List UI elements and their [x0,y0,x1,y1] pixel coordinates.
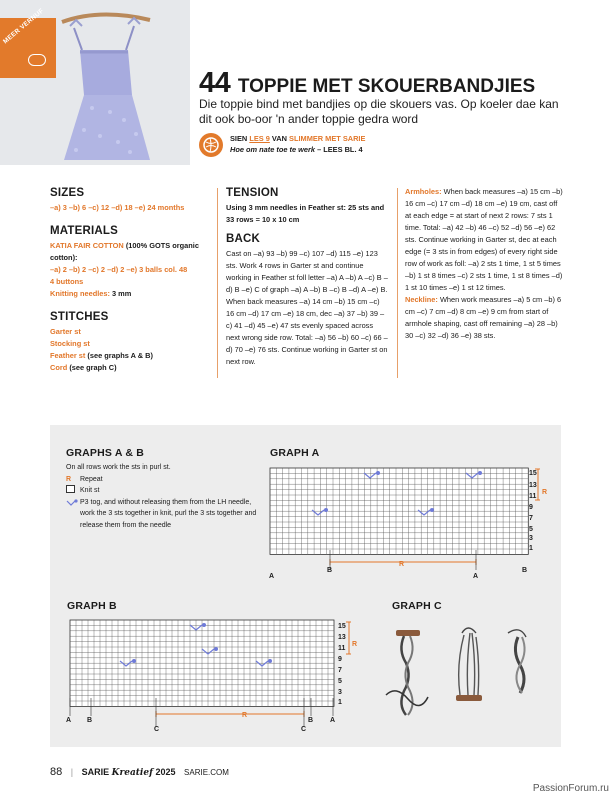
page-title [199,67,535,100]
row-number: 1 [338,699,342,706]
tension-text: Using 3 mm needles in Feather st: 25 sts and 33 rows = 10 x 10 cm [226,203,385,224]
row-number: 9 [338,656,342,663]
row-number: 5 [338,678,342,685]
see-mid: VAN [271,134,287,143]
page-footer: 88 | SARIE Kreatief 2025 SARIE.COM [50,766,229,778]
badge-label: MEER VERNUF [2,7,46,46]
edge-label: A [66,717,72,724]
legend-item-p3tog: P3 tog, and without releasing them from the LH needle, work the 3 sts together in knit, purl the 3 sts together and release them from the needle [66,497,266,532]
see-lesson-reference [230,133,365,155]
edge-label: C [154,726,160,733]
legend-item-knit: Knit st [66,485,266,497]
lesson-link[interactable]: LES 9 [249,134,270,143]
materials-buttons: 4 buttons [50,277,84,286]
graph-c-illustration [376,615,546,725]
sizes-text: –a) 3 –b) 6 –c) 12 –d) 18 –e) 24 months [50,203,185,212]
graph-c-title: GRAPH C [392,600,442,612]
stitch-item: Garter st [50,327,81,336]
row-number: 15 [529,470,537,477]
column-divider [217,188,218,378]
row-number: 15 [338,623,346,630]
graphs-legend-title: GRAPHS A & B [66,447,145,459]
column-2 [226,186,388,368]
row-number: 13 [338,634,346,641]
footer-brand-script: Kreatief [111,768,153,778]
row-number: 5 [529,526,533,533]
row-number: 13 [529,482,537,489]
stitch-item: Stocking st [50,339,90,348]
edge-label: A [473,573,479,580]
yarn-ball-icon [28,54,46,66]
neckline-paragraph: Neckline: When work measures –a) 5 cm –b) 6 cm –c) 7 cm –d) 8 cm –e) 9 cm from start of armhole shaping, cast off remaining –a) 28 –b) 30 –c) 32 –d) 36 –e) 38 sts. [405,295,562,340]
column-divider [397,188,398,378]
materials-needles: Knitting needles: 3 mm [50,289,132,298]
pattern-title: TOPPIE MET SKOUERBANDJIES [237,76,536,97]
row-number: 3 [529,535,533,542]
materials-heading: MATERIALS [50,225,119,237]
stitches-heading: STITCHES [50,311,109,323]
column-1 [50,186,210,374]
edge-label: B [308,717,314,724]
knit-symbol-icon [66,485,75,493]
graph-b-title: GRAPH B [67,600,117,612]
edge-label: C [301,726,307,733]
edge-label: A [330,717,336,724]
footer-site[interactable]: SARIE.COM [184,768,229,777]
graph-a-title: GRAPH A [270,447,320,459]
legend-note: On all rows work the sts in purl st. [66,464,171,471]
edge-label: B [327,567,333,574]
repeat-marker: R [352,641,358,648]
footer-brand: SARIE [81,767,110,777]
tension-heading: TENSION [226,187,279,199]
section-badge [0,7,56,78]
graph-a [262,460,552,580]
graph-a-grid [270,468,528,554]
edge-label: A [269,573,275,580]
back-heading: BACK [226,233,261,245]
repeat-marker: R [399,561,405,568]
row-number: 11 [529,493,537,500]
page-number: 88 [50,766,63,778]
armholes-paragraph: Armholes: When back measures –a) 15 cm –b) 16 cm –c) 17 cm –d) 18 cm –e) 19 cm, cast off at each edge = at start of next 2 rows: 7 sts 1 time. Total: –a) 42 –b) 46 –c) 52 –d) 56 –e) 62 sts. Continue working in Garter st, dec at each edge (= 3 sts in from edges) of every right side row of work as foll: –a) 2 sts 1 time, 1 st 5 times –b) 1 st 8 times –c) 2 sts 1 time, 1 st 8 times –d) 1 st 10 times –e) 1 st 12 times. [405,187,563,292]
graph-b [60,612,360,737]
see-prefix: SIEN [230,134,248,143]
see-source: SLIMMER MET SARIE [289,134,366,143]
legend-item-repeat: R Repeat [66,475,103,483]
pattern-number: 44 [199,67,231,99]
row-number: 3 [338,689,342,696]
intro-text: Die toppie bind met bandjies op die skouers vas. Op koeler dae kan dit ook bo-oor 'n ander toppie gedra word [199,97,559,126]
p3tog-symbol-icon [66,499,78,507]
watermark: PassionForum.ru [532,783,609,794]
sizes-heading: SIZES [50,187,85,199]
materials-yarn: KATIA FAIR COTTON (100% GOTS organic cotton): [50,241,199,262]
row-number: 7 [338,667,342,674]
stitch-item: Feather st (see graphs A & B) [50,351,153,360]
footer-year: 2025 [155,767,176,777]
stitch-item: Cord (see graph C) [50,363,117,372]
yarn-ball-icon [199,133,223,157]
row-number: 11 [338,645,346,652]
graph-b-grid [70,620,334,706]
edge-label: B [522,567,528,574]
see-line2: Hoe om nate toe te werk [230,145,316,154]
row-number: 9 [529,504,533,511]
row-number: 7 [529,515,533,522]
edge-label: B [87,717,93,724]
row-number: 1 [529,545,533,552]
column-3 [405,186,565,342]
repeat-marker: R [542,489,548,496]
repeat-marker: R [242,712,248,719]
back-text: Cast on –a) 93 –b) 99 –c) 107 –d) 115 –e) 123 sts. Work 4 rows in Garter st and continue working in Feather st foll letter –a) A –b) A –c) B –d) B –e) C of graph –a) A –b) B –c) B –d) A –e) B. When back measures –a) 14 cm –b) 15 cm –c) 16 cm –d) 17 cm –e) 18 cm, dec –a) 37 –b) 39 –c) 41 –d) 45 –e) 47 sts evenly spaced across next wrong side row. Total: –a) 56 –b) 60 –c) 66 –d) 70 –e) 76 sts. Continue working in Garter st on next row. [226,249,388,366]
graphs-legend [66,462,266,531]
see-line2-suffix: – LEES BL. 4 [317,145,363,154]
materials-qty: –a) 2 –b) 2 –c) 2 –d) 2 –e) 3 balls col. 48 [50,265,188,274]
